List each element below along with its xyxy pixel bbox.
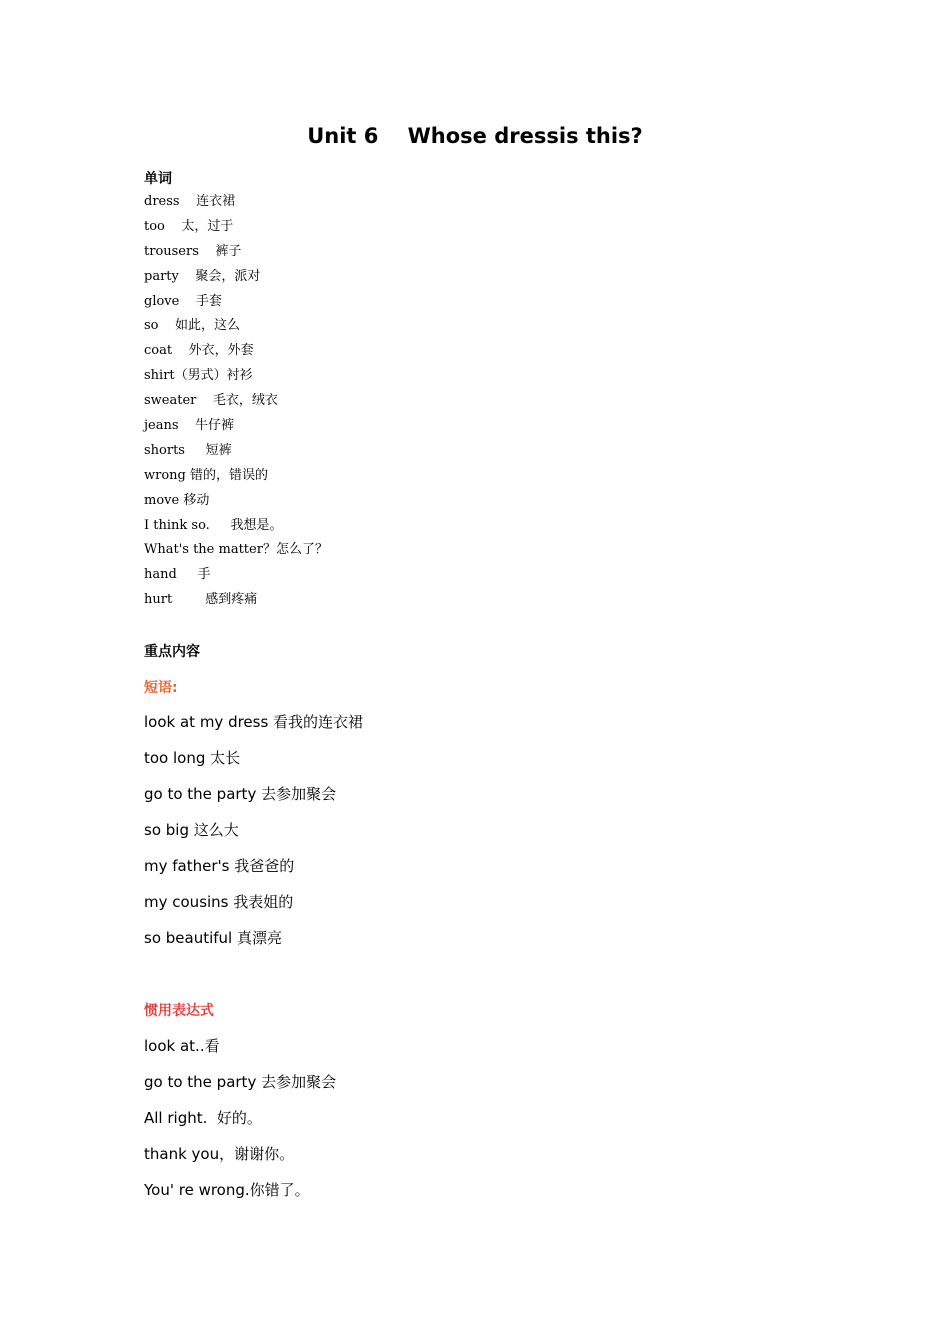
vocab-list	[144, 190, 328, 613]
expression-item: All right. 好的。	[144, 1109, 262, 1127]
expression-item: You' re wrong.你错了。	[144, 1181, 310, 1199]
vocab-item: What's the matter？怎么了？	[144, 542, 328, 558]
page-title: Unit 6 Whose dressis this?	[307, 124, 643, 148]
expression-item: look at..看	[144, 1037, 220, 1055]
phrases-heading: 短语:	[144, 680, 178, 696]
vocab-item: trousers 裤子	[144, 243, 242, 259]
phrase-item: so beautiful 真漂亮	[144, 929, 282, 947]
key-content-heading: 重点内容	[144, 644, 200, 660]
vocab-item: coat 外衣，外套	[144, 343, 254, 359]
vocab-item: dress 连衣裙	[144, 194, 236, 209]
vocab-item: move 移动	[144, 492, 210, 508]
phrase-item: go to the party 去参加聚会	[144, 785, 337, 803]
vocab-item: shirt（男式）衬衫	[144, 368, 253, 384]
vocab-item: shorts 短裤	[144, 442, 232, 458]
vocab-item: hand 手	[144, 567, 211, 583]
vocab-item: so 如此，这么	[144, 318, 241, 334]
vocab-item: too 太，过于	[144, 218, 234, 234]
vocab-item: wrong 错的，错误的	[144, 467, 268, 483]
vocab-item: glove 手套	[144, 293, 222, 309]
vocab-heading: 单词	[144, 171, 172, 187]
expression-item: go to the party 去参加聚会	[144, 1073, 337, 1091]
expressions-heading: 惯用表达式	[144, 1003, 214, 1019]
vocab-item: jeans 牛仔裤	[144, 418, 235, 434]
vocab-item: hurt 感到疼痛	[144, 592, 258, 608]
phrase-item: too long 太长	[144, 749, 241, 767]
vocab-item: party 聚会，派对	[144, 268, 261, 284]
expression-item: thank you，谢谢你。	[144, 1145, 295, 1163]
phrases-list	[144, 704, 363, 956]
vocab-item: I think so. 我想是。	[144, 517, 283, 533]
phrase-item: my father's 我爸爸的	[144, 857, 295, 875]
phrase-item: so big 这么大	[144, 821, 239, 839]
vocab-item: sweater 毛衣，绒衣	[144, 393, 278, 409]
phrase-item: look at my dress 看我的连衣裙	[144, 713, 364, 731]
expressions-list	[144, 1028, 336, 1208]
phrase-item: my cousins 我表姐的	[144, 893, 294, 911]
